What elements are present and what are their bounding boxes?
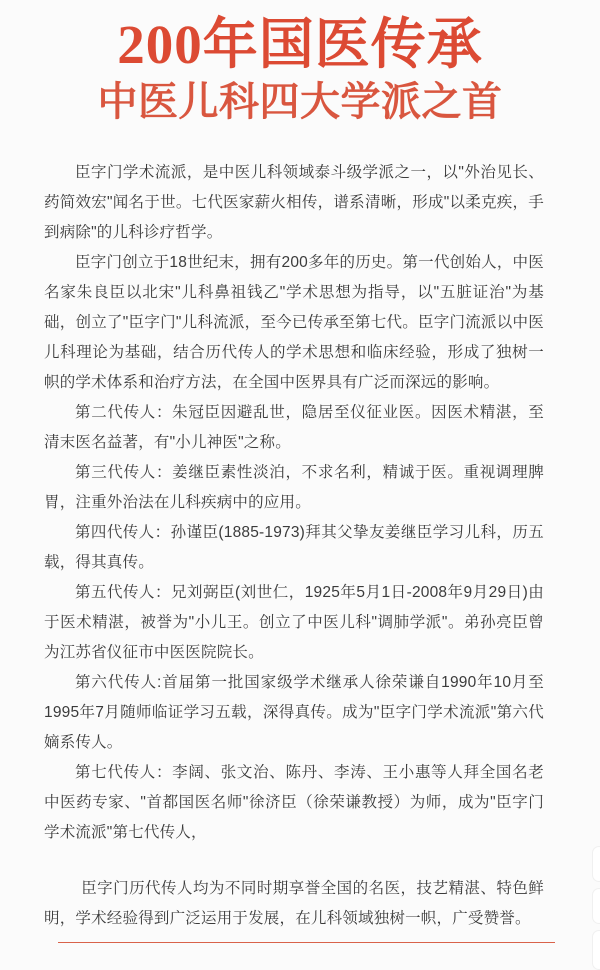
section-divider (58, 942, 555, 943)
paragraph-generation-5: 第五代传人：兄刘弼臣(刘世仁，1925年5月1日-2008年9月29日)由于医术精湛，被誉为"小儿王。创立了中医儿科"调肺学派"。弟孙亮臣曾为江苏省仪征市中医医院院长。 (44, 584, 544, 661)
paragraph-closing: 臣字门历代传人均为不同时期享誉全国的名医，技艺精湛、特色鲜明，学术经验得到广泛运用于发展，在儿科领域独树一帜，广受赞誉。 (44, 880, 544, 927)
article-body (44, 158, 544, 934)
paragraph-generation-2: 第二代传人：朱冠臣因避乱世，隐居至仪征业医。因医术精湛，至清末医名益著，有"小儿神医"之称。 (44, 404, 544, 451)
paragraph-generation-6: 第六代传人:首届第一批国家级学术继承人徐荣谦自1990年10月至1995年7月随师临证学习五载，深得真传。成为"臣字门学术流派"第六代嫡系传人。 (44, 674, 544, 751)
page-subtitle: 中医儿科四大学派之首 (97, 79, 503, 124)
page-title: 200年国医传承 (117, 14, 483, 75)
paragraph-generation-7: 第七代传人：李阔、张文治、陈丹、李涛、王小惠等人拜全国名老中医药专家、"首都国医名师"徐济臣（徐荣谦教授）为师，成为"臣字门学术流派"第七代传人， (44, 764, 544, 841)
paragraph-founding: 臣字门创立于18世纪末，拥有200多年的历史。第一代创始人，中医名家朱良臣以北宋"儿科鼻祖钱乙"学术思想为指导，以"五脏证治"为基础，创立了"臣字门"儿科流派，至今已传承至第七代。臣字门流派以中医儿科理论为基础，结合历代传人的学术思想和临床经验，形成了独树一帜的学术体系和治疗方法，在全国中医界具有广泛而深远的影响。 (44, 254, 544, 391)
article-header (0, 0, 600, 126)
paragraph-intro: 臣字门学术流派，是中医儿科领域泰斗级学派之一，以"外治见长、药简效宏"闻名于世。七代医家薪火相传，谱系清晰，形成"以柔克疾，手到病除"的儿科诊疗哲学。 (44, 164, 544, 241)
paragraph-generation-4: 第四代传人：孙谨臣(1885-1973)拜其父挚友姜继臣学习儿科，历五载，得其真传。 (44, 524, 544, 571)
adjacent-card-edge (592, 846, 600, 882)
paragraph-generation-3: 第三代传人：姜继臣素性淡泊，不求名利，精诚于医。重视调理脾胃，注重外治法在儿科疾病中的应用。 (44, 464, 544, 511)
adjacent-card-edge (592, 930, 600, 970)
adjacent-card-edge (592, 888, 600, 924)
